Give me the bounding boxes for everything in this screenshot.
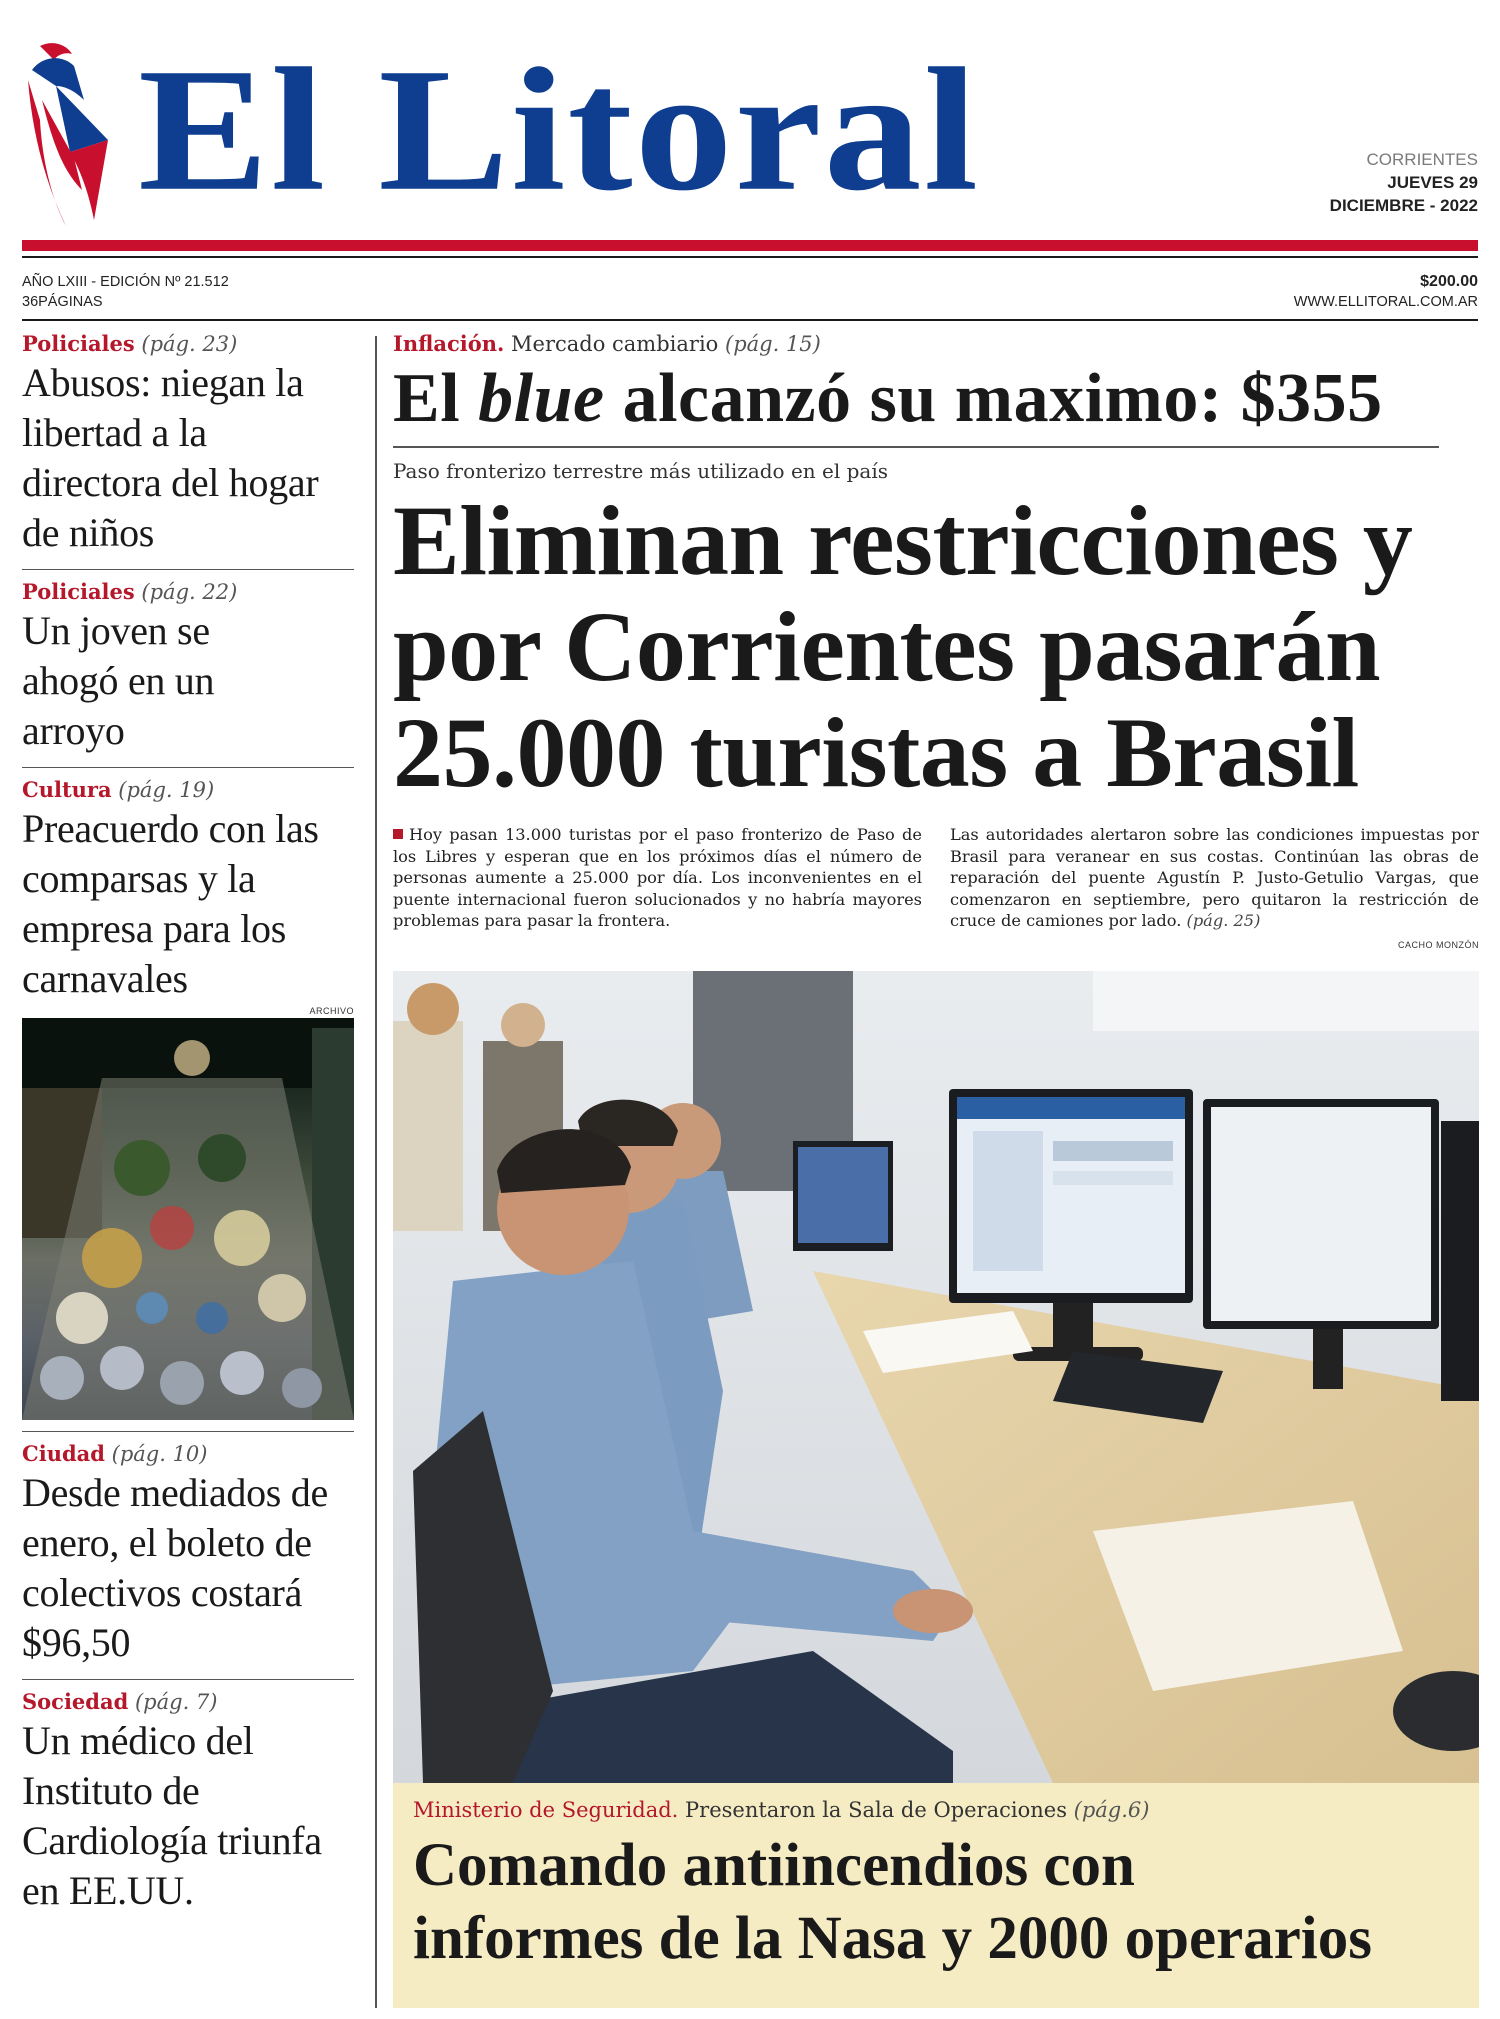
price-info — [1294, 272, 1478, 312]
photo-story-box[interactable] — [393, 1783, 1479, 2008]
brief-headline[interactable]: Un médico del Instituto de Cardiología triunfa en EE.UU. — [22, 1718, 322, 1913]
brief-headline[interactable]: Preacuerdo con las comparsas y la empresa para los carnavales — [22, 806, 319, 1001]
operations-room-photo-image — [393, 971, 1479, 1783]
top-story-kicker: Inflación. Mercado cambiario (pág. 15) — [393, 331, 821, 356]
brief-kicker: Policiales (pág. 23) — [22, 331, 238, 356]
header-divider — [22, 319, 1478, 321]
brief-kicker: Policiales (pág. 22) — [22, 579, 238, 604]
photo-story-headline[interactable]: Comando antiincendios con informes de la Nasa y 2000 operarios — [413, 1832, 1372, 1972]
brief-headline[interactable]: Abusos: niegan la libertad a la directora del hogar de niños — [22, 360, 319, 555]
bullet-icon — [393, 829, 403, 839]
carnival-photo-image — [22, 1018, 354, 1420]
edition-info — [22, 272, 229, 312]
briefs-column — [22, 330, 354, 1927]
brief-kicker: Cultura (pág. 19) — [22, 777, 215, 802]
brief-ciudad-boleto[interactable] — [22, 1432, 354, 1680]
lead-story-kicker: Paso fronterizo terrestre más utilizado en el país — [393, 459, 889, 483]
edition-day: JUEVES 29 — [1387, 173, 1478, 192]
brief-kicker: Sociedad (pág. 7) — [22, 1689, 218, 1714]
photo-story-kicker: Ministerio de Seguridad. Presentaron la Sala de Operaciones (pág.6) — [413, 1798, 1150, 1822]
brief-sociedad-medico[interactable] — [22, 1680, 354, 1927]
main-column — [393, 330, 1479, 950]
lead-story-headline[interactable]: Eliminan restricciones y por Corrientes pasarán 25.000 turistas a Brasil — [393, 485, 1413, 808]
edition-city: CORRIENTES — [1366, 150, 1478, 169]
photo-credit: CACHO MONZÓN — [1398, 939, 1479, 950]
lead-story-body-right: Las autoridades alertaron sobre las condiciones impuestas por Brasil para veranear en sus costas. Continúan las obras de reparación del puente Agustín P. Justo-Getulio Vargas, que comenzaron en septiembre, pero quitaron la restricción de cruce de camiones por lado. (pág. 25) — [950, 825, 1479, 930]
brief-policiales-abusos[interactable] — [22, 330, 354, 570]
brief-headline[interactable]: Desde mediados de enero, el boleto de colectivos costará $96,50 — [22, 1470, 328, 1665]
brief-headline[interactable]: Un joven se ahogó en un arroyo — [22, 608, 215, 753]
top-story-divider — [393, 446, 1439, 448]
masthead-logo[interactable]: El Litoral — [138, 32, 981, 228]
masthead — [22, 32, 1478, 240]
masthead-divider — [22, 256, 1478, 258]
page-count: 36PÁGINAS — [22, 294, 103, 310]
operations-room-photo[interactable] — [393, 971, 1479, 1783]
photo-credit: ARCHIVO — [309, 1006, 354, 1016]
price: $200.00 — [1420, 273, 1478, 290]
rooster-logo-icon — [22, 40, 122, 230]
date-block — [1330, 148, 1478, 217]
masthead-red-rule — [22, 240, 1478, 251]
edition-month: DICIEMBRE - 2022 — [1329, 196, 1478, 215]
brief-kicker: Ciudad (pág. 10) — [22, 1441, 208, 1466]
brief-cultura-carnavales[interactable] — [22, 768, 354, 1432]
column-divider — [375, 336, 377, 2008]
website-link[interactable]: WWW.ELLITORAL.COM.AR — [1293, 294, 1478, 310]
top-story-headline[interactable]: El blue alcanzó su maximo: $355 — [393, 360, 1383, 437]
edition-number: AÑO LXIII - EDICIÓN Nº 21.512 — [22, 274, 229, 290]
lead-story-body-left: Hoy pasan 13.000 turistas por el paso fronterizo de Paso de los Libres y esperan que en los próximos días el número de personas aumente a 25.000 por día. Los inconvenientes en el puente internacional fueron solucionados y no habría mayores problemas para pasar la frontera. — [393, 825, 922, 930]
lead-story-body — [393, 824, 1479, 932]
brief-policiales-arroyo[interactable] — [22, 570, 354, 768]
carnival-photo[interactable] — [22, 1018, 354, 1420]
